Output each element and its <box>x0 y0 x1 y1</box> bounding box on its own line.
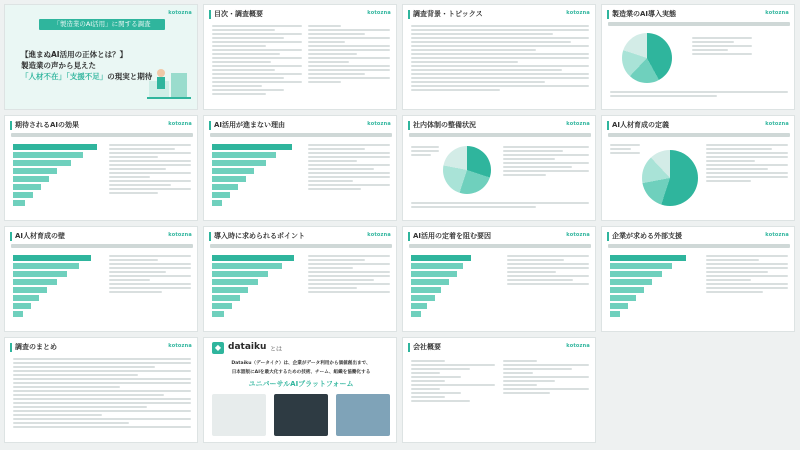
photo-icon <box>274 394 328 436</box>
slide-title: 製造業のAI導入実態 <box>607 10 676 19</box>
brand-logo: kotozna <box>765 10 789 16</box>
photo-icon <box>336 394 390 436</box>
background-text <box>411 25 589 93</box>
slide-summary[interactable] <box>4 337 198 443</box>
slide-title: AI人材育成の壁 <box>10 232 65 241</box>
slide-title: 調査背景・トピックス <box>408 10 483 19</box>
brand-logo: kotozna <box>168 343 192 349</box>
company-right <box>503 360 589 396</box>
slide-retention-factors[interactable] <box>402 226 596 332</box>
slide-title: 社内体制の整備状況 <box>408 121 476 130</box>
cover-label: 「製造業のAI活用」に関する調査 <box>39 19 165 30</box>
slide-title: 期待されるAIの効果 <box>10 121 79 130</box>
slide-cover[interactable] <box>4 4 198 110</box>
cover-line1: 【進まぬAI活用の正体とは？】 <box>21 50 128 59</box>
slide-title: 企業が求める外部支援 <box>607 232 682 241</box>
slide-org-structure[interactable] <box>402 115 596 221</box>
slide-title: 会社概要 <box>408 343 441 352</box>
pie-legend <box>411 146 439 158</box>
worker-illustration-icon <box>147 63 191 103</box>
brand-logo: kotozna <box>367 232 391 238</box>
brand-logo: kotozna <box>566 121 590 127</box>
brand-logo: kotozna <box>566 10 590 16</box>
bar-chart <box>13 144 97 208</box>
dataiku-tagline: ユニバーサルAIプラットフォーム <box>248 380 354 388</box>
bar-chart <box>411 255 471 319</box>
slide-ai-intro[interactable] <box>601 4 795 110</box>
bar-chart <box>212 255 294 319</box>
slide-expected-effects[interactable] <box>4 115 198 221</box>
slide-talent-barrier[interactable] <box>4 226 198 332</box>
slide-toc[interactable] <box>203 4 397 110</box>
brand-logo: kotozna <box>168 121 192 127</box>
brand-logo: kotozna <box>765 232 789 238</box>
slide-talent-definition[interactable] <box>601 115 795 221</box>
brand-logo: kotozna <box>168 232 192 238</box>
toc-list <box>212 25 302 97</box>
overview-table <box>308 25 390 85</box>
slide-company[interactable] <box>402 337 596 443</box>
slide-dataiku[interactable] <box>203 337 397 443</box>
summary-text <box>13 358 191 430</box>
slide-title: 目次・調査概要 <box>209 10 263 19</box>
slide-background[interactable] <box>402 4 596 110</box>
slide-key-points[interactable] <box>203 226 397 332</box>
slide-external-support[interactable] <box>601 226 795 332</box>
pie-chart <box>622 33 672 83</box>
photo-icon <box>212 394 266 436</box>
cover-line3: 「人材不在」「支援不足」の現実と期待 <box>21 72 153 81</box>
dataiku-logo-icon: ◆ <box>212 342 224 354</box>
bar-chart <box>610 255 686 319</box>
slide-title: AI活用の定着を阻む要因 <box>408 232 491 241</box>
bar-chart <box>212 144 292 208</box>
slide-title: 調査のまとめ <box>10 343 57 352</box>
dataiku-name: dataiku <box>228 342 267 352</box>
cover-line2: 製造業の声から見えた <box>21 61 96 70</box>
pie-chart <box>642 150 698 206</box>
slide-title: 導入時に求められるポイント <box>209 232 305 241</box>
brand-logo: kotozna <box>566 232 590 238</box>
brand-logo: kotozna <box>566 343 590 349</box>
pie-legend <box>692 37 752 57</box>
bar-chart <box>13 255 91 319</box>
dataiku-toha: とは <box>270 346 283 353</box>
slide-not-progressing[interactable] <box>203 115 397 221</box>
pie-chart <box>443 146 491 194</box>
company-left <box>411 360 495 404</box>
brand-logo: kotozna <box>168 10 192 16</box>
brand-logo: kotozna <box>765 121 789 127</box>
pie-legend <box>610 144 640 156</box>
brand-logo: kotozna <box>367 121 391 127</box>
slide-title: AI人材育成の定義 <box>607 121 669 130</box>
brand-logo: kotozna <box>367 10 391 16</box>
slide-title: AI活用が進まない理由 <box>209 121 285 130</box>
dataiku-desc-2: 日本語版にAIを最大化するための技術、チーム、組織を協働化する <box>231 370 371 375</box>
dataiku-desc-1: Dataiku（データイク）は、企業がデータ利用から価値創出まで、 <box>231 361 371 366</box>
